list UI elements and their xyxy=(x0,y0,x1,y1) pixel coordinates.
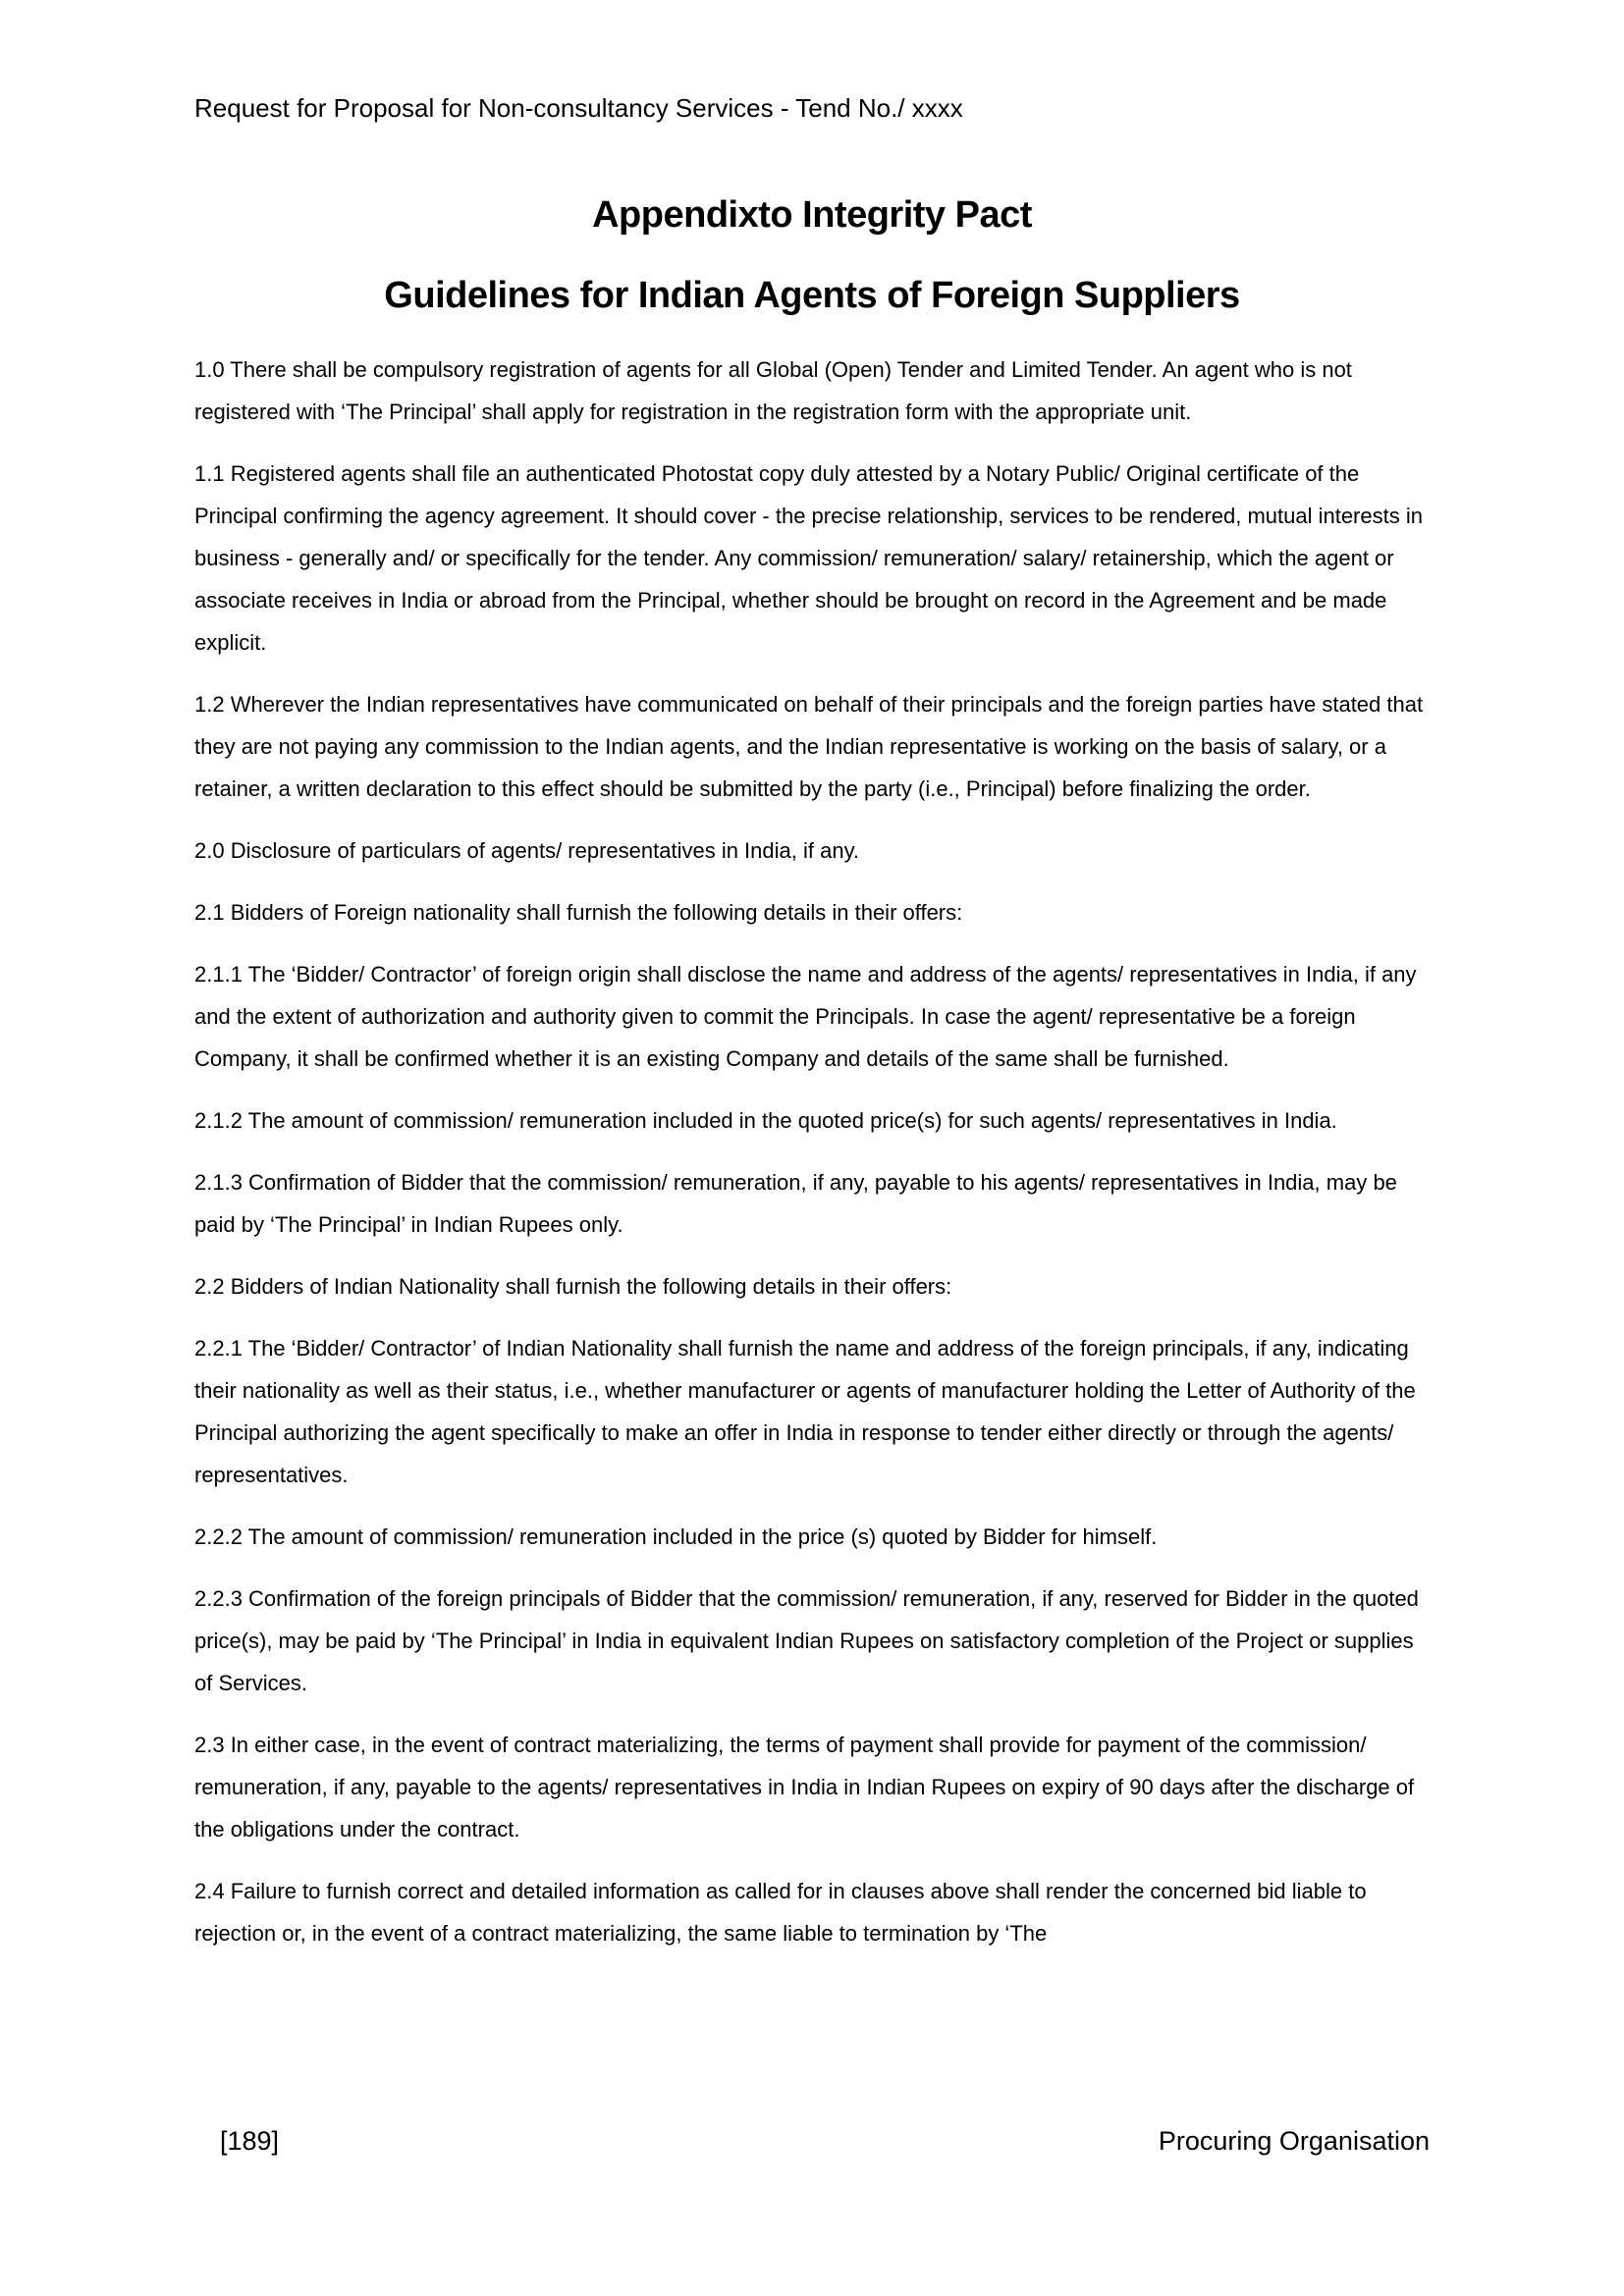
paragraph-1-2: 1.2 Wherever the Indian representatives have communicated on behalf of their principals and the foreign parties have stated that they are not paying any commission to the Indian agents, and the Indian representative is working on the basis of salary, or a retainer, a written declaration to this effect should be submitted by the party (i.e., Principal) before finalizing the order. xyxy=(194,692,1424,801)
document-header: Request for Proposal for Non-consultancy Services - Tend No./ xxxx xyxy=(194,93,963,123)
paragraph-2-1-2: 2.1.2 The amount of commission/ remuneration included in the quoted price(s) for such agents/ representatives in India. xyxy=(194,1108,1337,1133)
paragraph-1-1: 1.1 Registered agents shall file an authenticated Photostat copy duly attested by a Notary Public/ Original certificate of the Principal confirming the agency agreement. It should cover - the precise relationship, services to be rendered, mutual interests in business - generally and/ or specifically for the tender. Any commission/ remuneration/ salary/ retainership, which the agent or associate receives in India or abroad from the Principal, whether should be brought on record in the Agreement and be made explicit. xyxy=(194,461,1423,655)
procuring-organisation-label: Procuring Organisation xyxy=(1158,2126,1430,2156)
paragraph-2-2-3: 2.2.3 Confirmation of the foreign principals of Bidder that the commission/ remuneration, if any, reserved for Bidder in the quoted price(s), may be paid by ‘The Principal’ in India in equivalent Indian Rupees on satisfactory completion of the Project or supplies of Services. xyxy=(194,1586,1419,1695)
paragraph-2-0: 2.0 Disclosure of particulars of agents/ representatives in India, if any. xyxy=(194,838,860,863)
page-subtitle: Guidelines for Indian Agents of Foreign Suppliers xyxy=(384,275,1240,316)
paragraph-2-2-1: 2.2.1 The ‘Bidder/ Contractor’ of Indian Nationality shall furnish the name and address of the foreign principals, if any, indicating their nationality as well as their status, i.e., whether manufacturer or agents of manufacturer holding the Letter of Authority of the Principal authorizing the agent specifically to make an offer in India in response to tender either directly or through the agents/ representatives. xyxy=(194,1336,1416,1487)
paragraph-1-0: 1.0 There shall be compulsory registration of agents for all Global (Open) Tender and Limited Tender. An agent who is not registered with ‘The Principal’ shall apply for registration in the registration form with the appropriate unit. xyxy=(194,357,1352,424)
paragraph-2-1: 2.1 Bidders of Foreign nationality shall furnish the following details in their offers: xyxy=(194,900,963,925)
page-title: Appendixto Integrity Pact xyxy=(592,194,1032,236)
page-number: [189] xyxy=(220,2126,280,2156)
paragraph-2-3: 2.3 In either case, in the event of contract materializing, the terms of payment shall provide for payment of the commission/ remuneration, if any, payable to the agents/ representatives in India in Indian Rupees on expiry of 90 days after the discharge of the obligations under the contract. xyxy=(194,1733,1415,1842)
paragraph-2-4: 2.4 Failure to furnish correct and detailed information as called for in clauses above shall render the concerned bid liable to rejection or, in the event of a contract materializing, the same liable to termination by ‘The xyxy=(194,1879,1367,1946)
paragraph-2-2: 2.2 Bidders of Indian Nationality shall furnish the following details in their offers: xyxy=(194,1274,952,1299)
paragraph-2-1-1: 2.1.1 The ‘Bidder/ Contractor’ of foreign origin shall disclose the name and address of the agents/ representatives in India, if any and the extent of authorization and authority given to commit the Principals. In case the agent/ representative be a foreign Company, it shall be confirmed whether it is an existing Company and details of the same shall be furnished. xyxy=(194,962,1417,1071)
document-footer xyxy=(194,2120,1430,2163)
paragraph-2-2-2: 2.2.2 The amount of commission/ remuneration included in the price (s) quoted by Bidder for himself. xyxy=(194,1524,1158,1549)
paragraph-2-1-3: 2.1.3 Confirmation of Bidder that the commission/ remuneration, if any, payable to his agents/ representatives in India, may be paid by ‘The Principal’ in Indian Rupees only. xyxy=(194,1170,1397,1237)
document-body xyxy=(194,348,1430,1974)
